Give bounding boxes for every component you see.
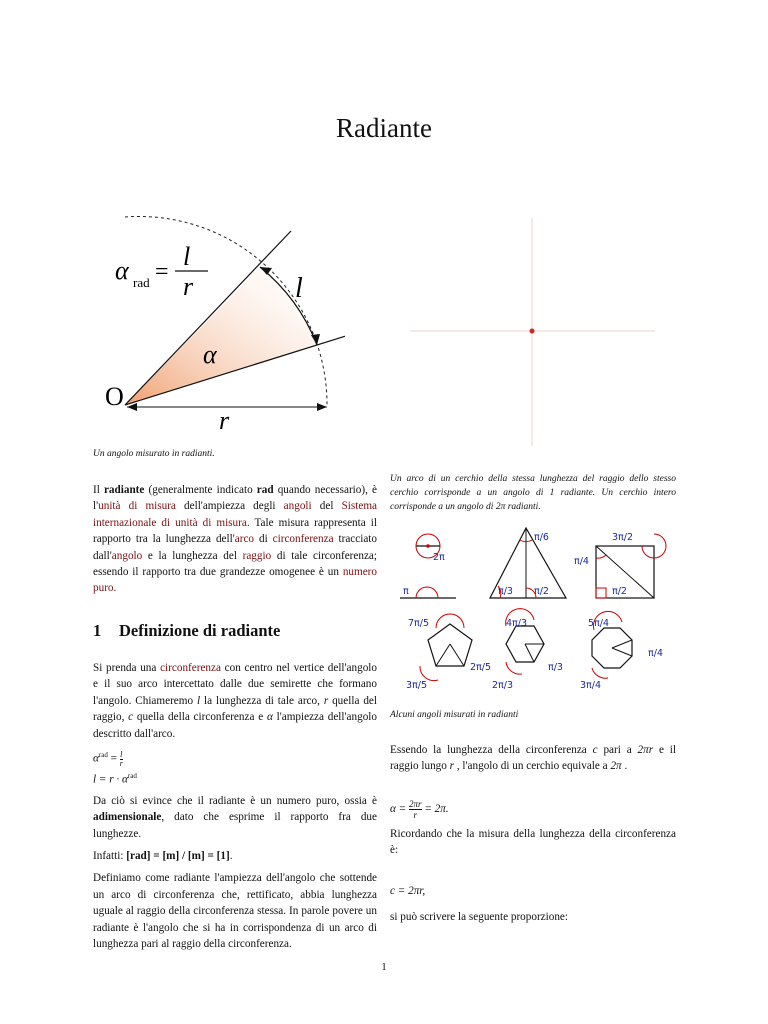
- label-2pi: 2π: [433, 552, 445, 563]
- equation-1: $\alpha^{rad}$ = $\frac{l}{r}$: [93, 749, 123, 768]
- label-pi3-hex: π/3: [548, 662, 563, 673]
- arrow-r-right: [317, 403, 327, 411]
- right-p2: Ricordando che la misura della lunghezza della circonferenza è:: [390, 827, 676, 857]
- link-sistema-internazionale[interactable]: Sistema internazionale di unità di misura: [93, 500, 377, 529]
- label-4pi3: 4π/3: [506, 618, 528, 629]
- link-circonferenza[interactable]: circonferenza: [272, 533, 334, 546]
- page-number: 1: [381, 961, 387, 973]
- right-p3: si può scrivere la seguente proporzione:: [390, 911, 569, 924]
- center-dot: [530, 329, 535, 334]
- equation-2: $l = r \cdot \alpha^{rad}$: [93, 771, 137, 786]
- section1-p1: Si prenda una circonferenza con centro nel vertice dell'angolo e il suo arco intercettato dalle due semirette che formano l'angolo. Chiameremo l la lunghezza di tale arco, r quella del raggio, c quella della circonferenza e α l'ampiezza dell'angolo descritto dall'arco.: [93, 662, 378, 740]
- label-pi2-tri: π/2: [534, 586, 549, 597]
- intro-paragraph: Il radiante (generalmente indicato rad quando necessario), è l'unità di misura dell'ampiezza degli angoli del Sistema internazionale di unità di misura. Tale misura rappresenta il rapporto tra la lunghezza dell'arco di circonferenza tracciato dall'angolo e la lunghezza del raggio di tale circonferenza; essendo il rapporto tra due grandezze omogenee è un numero puro.: [93, 484, 377, 595]
- label-pi: π: [403, 586, 409, 597]
- figure3-caption: Alcuni angoli misurati in radianti: [390, 710, 519, 720]
- formula-eq: =: [155, 259, 169, 285]
- section1-p4: Definiamo come radiante l'ampiezza dell'angolo che sottende un arco di circonferenza che, rettificato, abbia lunghezza uguale al raggio della circonferenza stessa. In parole povere un radiante è l'angolo che si ha in corrispondenza di un arco di lunghezza pari al raggio della circonferenza.: [93, 872, 377, 951]
- label-3pi4: 3π/4: [580, 680, 602, 691]
- label-3pi2: 3π/2: [612, 532, 634, 543]
- section-number: 1: [93, 621, 102, 640]
- equation-4: c = 2πr,: [390, 884, 426, 897]
- sector-fill: [125, 267, 317, 405]
- section1-p3: Infatti: [rad] = [m] / [m] = [1].: [93, 850, 233, 863]
- label-r: r: [219, 406, 230, 435]
- label-2pi5: 2π/5: [470, 662, 492, 673]
- section1-p2: Da ciò si evince che il radiante è un numero puro, ossia è adimensionale, dato che esprime il rapporto fra due lunghezze.: [93, 794, 377, 840]
- link-arco[interactable]: arco: [234, 533, 255, 546]
- equation-3: α = $\frac{2\pi r}{r}$ = 2π.: [390, 798, 449, 820]
- link-unita-di-misura[interactable]: unità di misura: [98, 500, 176, 513]
- formula-num: l: [183, 242, 191, 271]
- formula-alpha: α: [115, 256, 129, 285]
- page-title: Radiante: [336, 113, 432, 143]
- section-heading: [93, 621, 377, 641]
- link-numero-puro[interactable]: numero puro: [93, 566, 377, 595]
- section1-body: [93, 660, 377, 952]
- label-pi6: π/6: [534, 532, 549, 543]
- label-3pi5: 3π/5: [406, 680, 428, 691]
- link-circonferenza-2[interactable]: circonferenza: [160, 662, 221, 674]
- figure2-caption: Un arco di un cerchio della stessa lunghezza del raggio dello stesso cerchio corrisponde a un angolo di 1 radiante. Un cerchio intero corrisponde a un angolo di 2π radianti.: [390, 474, 676, 512]
- angles-figure: [398, 526, 673, 696]
- radian-diagram: [95, 205, 345, 445]
- section-title: Definizione di radiante: [119, 621, 281, 640]
- label-alpha: α: [203, 340, 217, 369]
- formula-sub: rad: [133, 275, 150, 290]
- right-column: [390, 742, 676, 925]
- link-raggio[interactable]: raggio: [242, 549, 272, 562]
- label-5pi4: 5π/4: [588, 618, 610, 629]
- figure1-caption: Un angolo misurato in radianti.: [93, 449, 215, 459]
- label-pi4-oct: π/4: [648, 648, 663, 659]
- link-angolo[interactable]: angolo: [111, 549, 143, 562]
- label-7pi5: 7π/5: [408, 618, 430, 629]
- label-o: O: [105, 382, 124, 411]
- label-pi3: π/3: [498, 586, 513, 597]
- link-angoli[interactable]: angoli: [283, 500, 312, 513]
- right-p1: Essendo la lunghezza della circonferenza c pari a 2πr e il raggio lungo r , l'angolo di un cerchio equivale a 2π .: [390, 744, 677, 773]
- label-2pi3: 2π/3: [492, 680, 514, 691]
- label-pi2-sq: π/2: [612, 586, 627, 597]
- label-l: l: [295, 273, 303, 304]
- formula-den: r: [183, 272, 194, 301]
- circle-figure: [410, 218, 655, 446]
- label-pi4-sq: π/4: [574, 556, 589, 567]
